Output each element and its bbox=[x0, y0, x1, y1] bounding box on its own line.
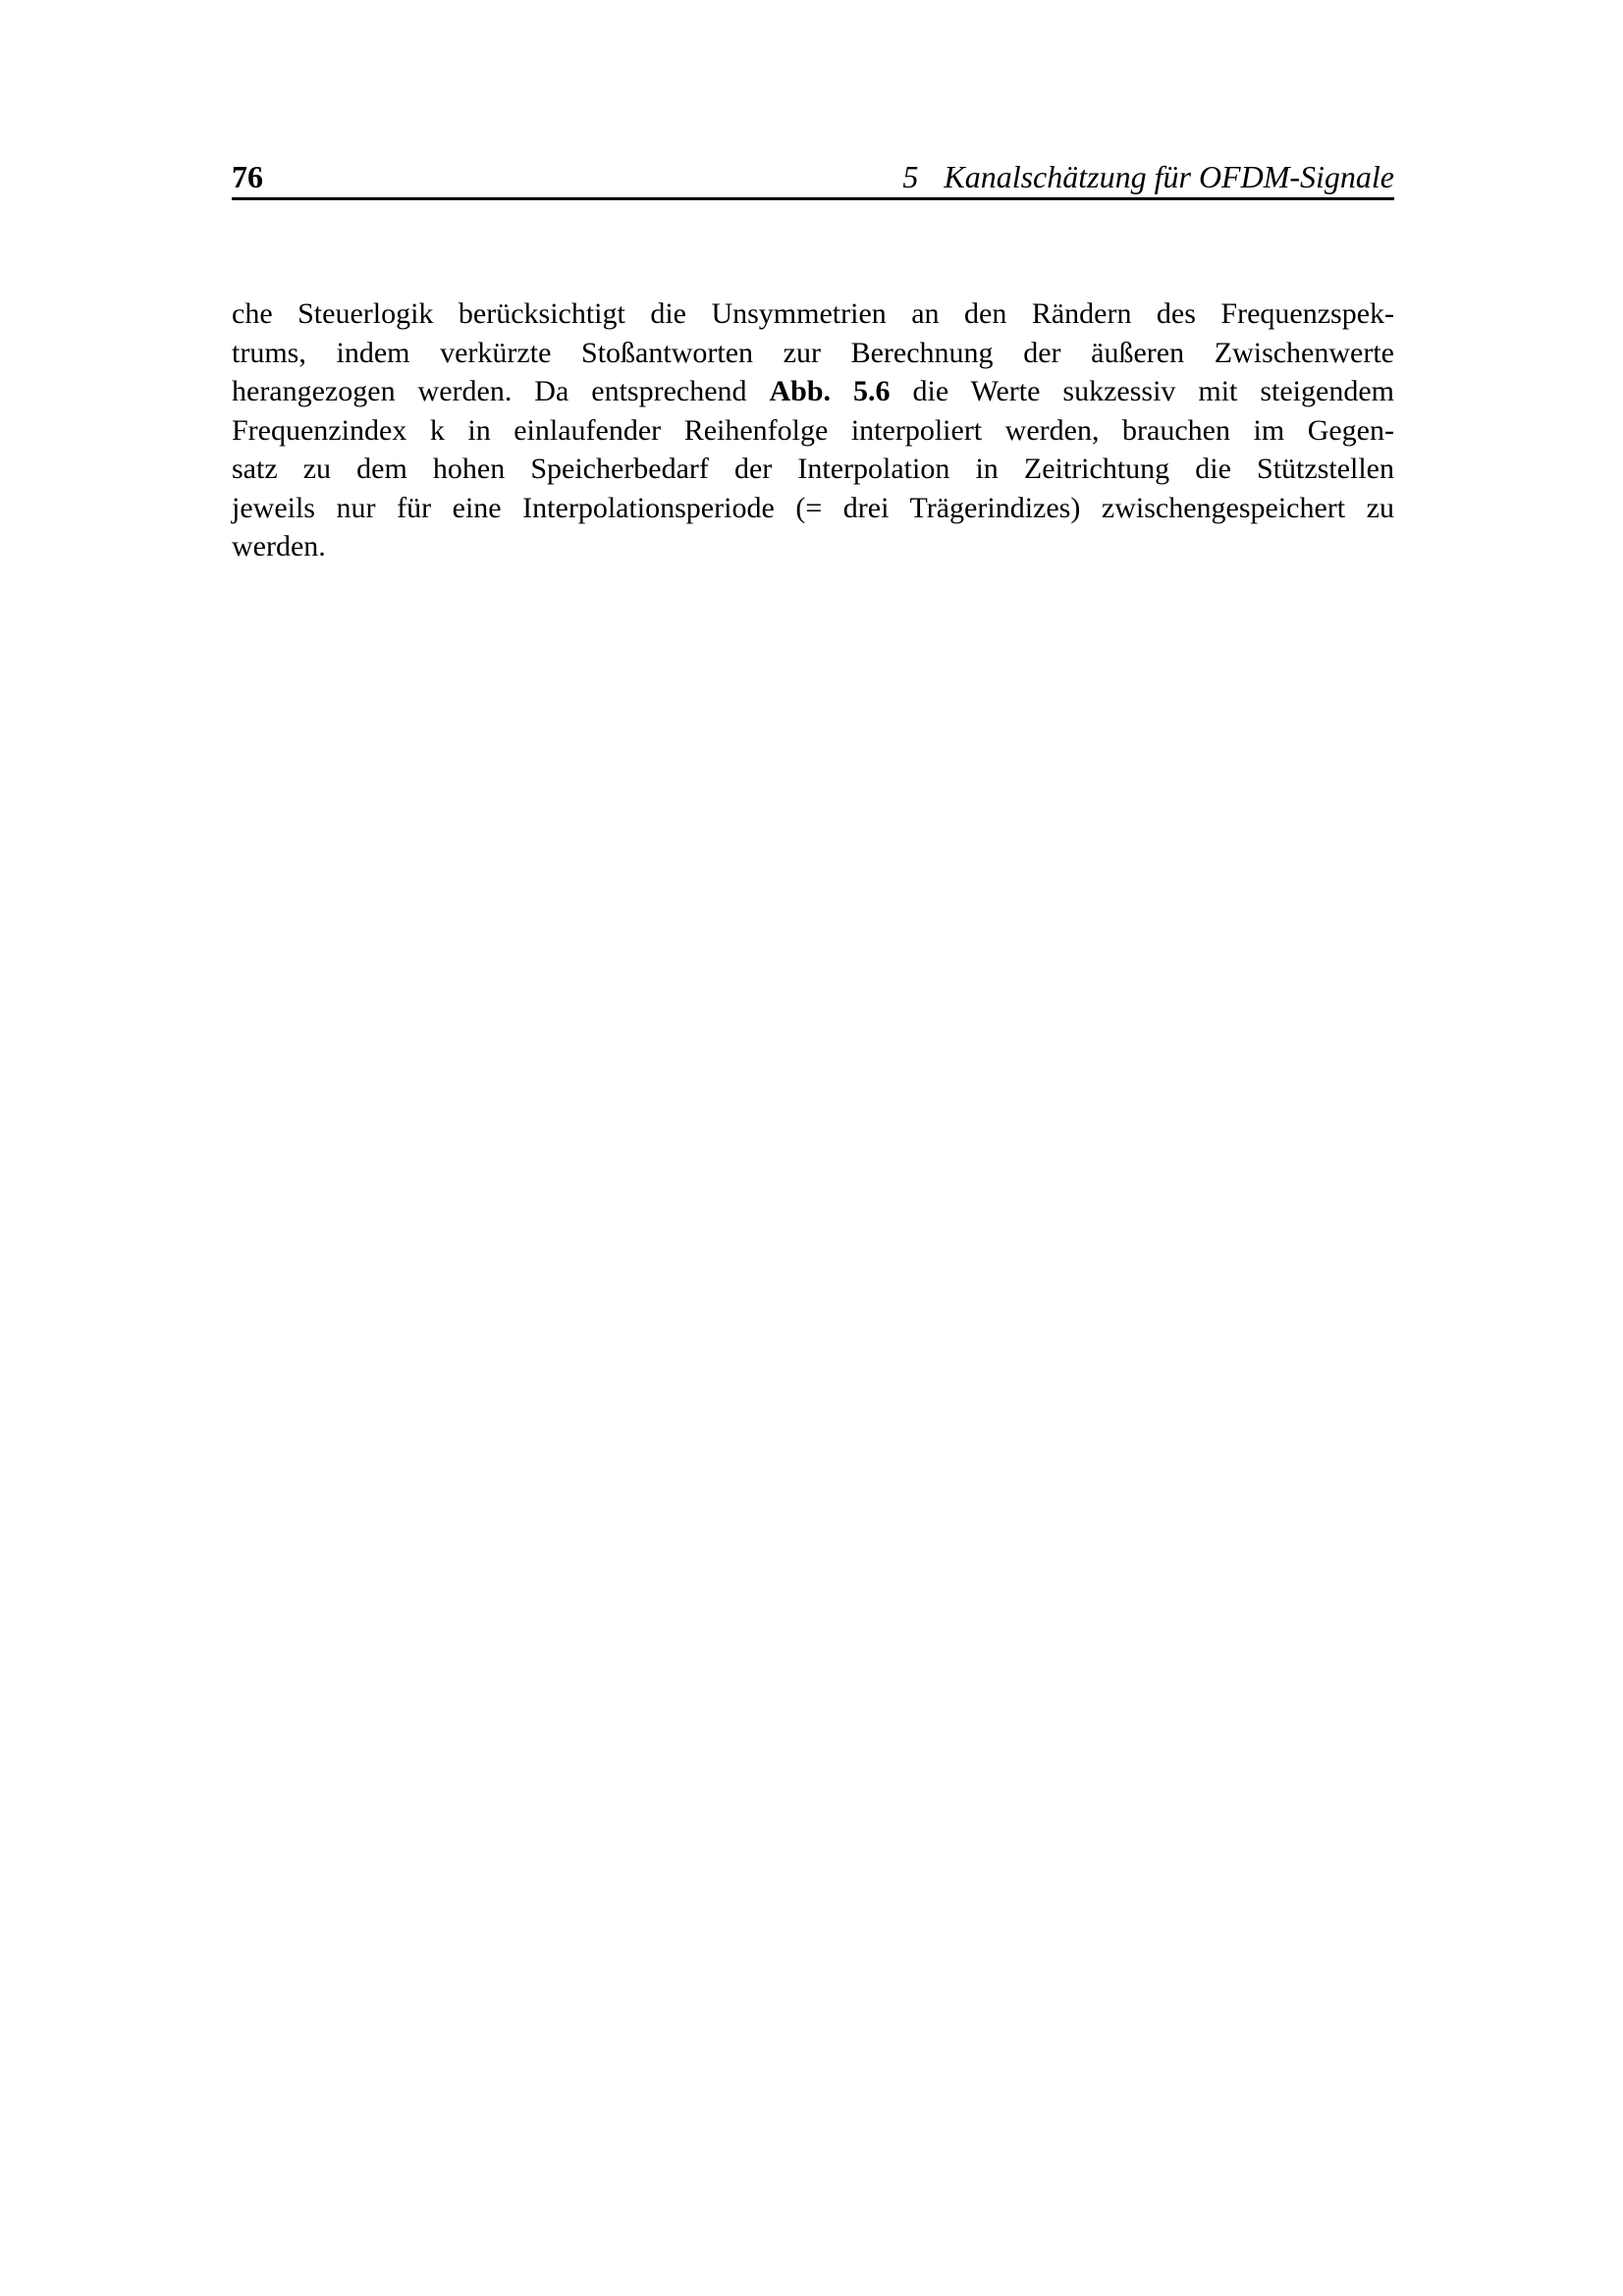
page-number: 76 bbox=[232, 159, 263, 194]
paragraph-line: satz zu dem hohen Speicherbedarf der Interpolation in Zeitrichtung die Stützstellen bbox=[232, 453, 1394, 485]
paragraph-line: trums, indem verkürzte Stoßantworten zur Berechnung der äußeren Zwischenwerte bbox=[232, 336, 1394, 369]
chapter-header bbox=[902, 160, 1394, 193]
body-paragraph bbox=[232, 294, 1394, 566]
paragraph-line: Frequenzindex k in einlaufender Reihenfolge interpoliert werden, brauchen im Gegen- bbox=[232, 413, 1394, 447]
paragraph-text-segment: die Werte sukzessiv mit steigendem bbox=[890, 375, 1394, 407]
chapter-title: Kanalschätzung für OFDM-Signale bbox=[944, 159, 1394, 194]
header-rule bbox=[232, 197, 1394, 200]
paragraph-line bbox=[232, 372, 1394, 411]
running-header bbox=[232, 160, 1394, 193]
figure-reference: Abb. 5.6 bbox=[769, 375, 891, 407]
chapter-number: 5 bbox=[902, 159, 919, 194]
paragraph-line: werden. bbox=[232, 530, 326, 562]
paragraph-text-segment: herangezogen werden. Da entsprechend bbox=[232, 375, 770, 407]
paragraph-line: che Steuerlogik berücksichtigt die Unsymmetrien an den Rändern des Frequenzspek- bbox=[232, 297, 1394, 330]
paragraph-line: jeweils nur für eine Interpolationsperiode (= drei Trägerindizes) zwischengespeichert zu bbox=[232, 491, 1394, 524]
